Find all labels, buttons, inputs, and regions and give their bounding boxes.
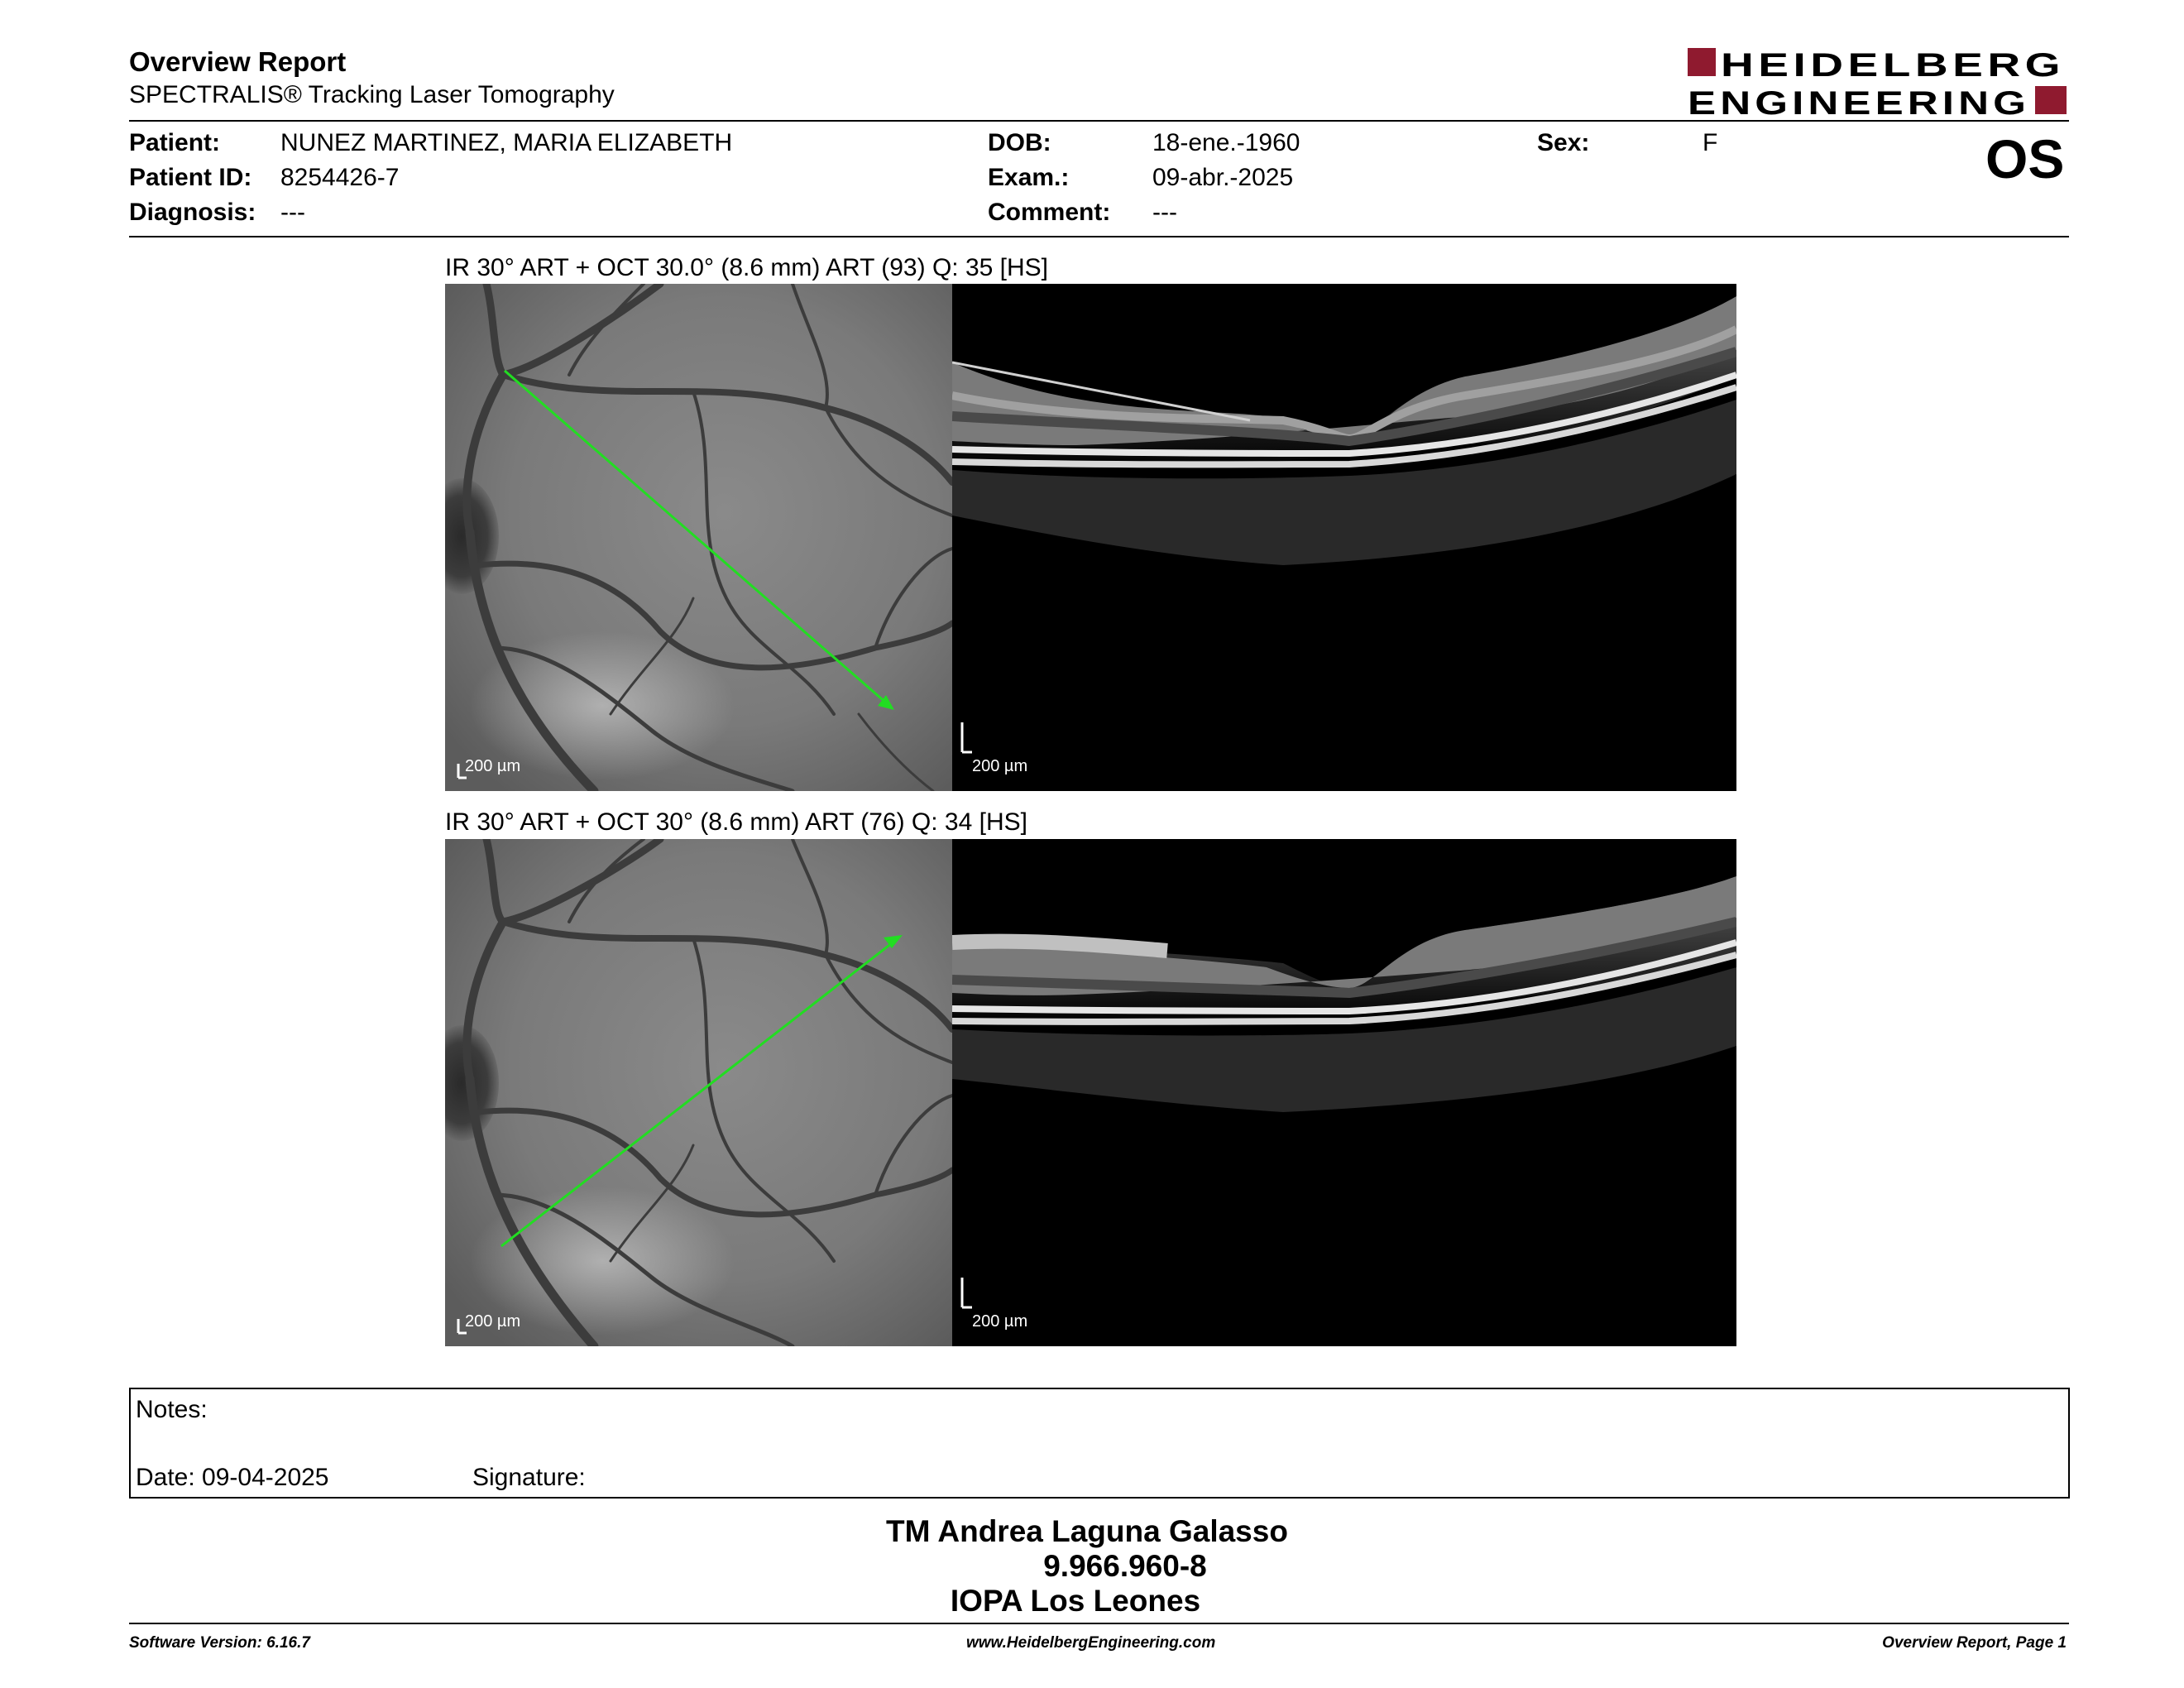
- scan-2-fundus-scale: 200 µm: [465, 1312, 521, 1331]
- scan-1-oct-scale: 200 µm: [972, 757, 1028, 775]
- report-title: Overview Report: [129, 46, 347, 77]
- scan-1-fundus-scale: 200 µm: [465, 757, 521, 775]
- scan-1-oct-image: [952, 284, 1736, 791]
- diagnosis-value: ---: [280, 199, 305, 226]
- exam-label: Exam.:: [988, 164, 1070, 191]
- eye-indicator: OS: [1985, 128, 2065, 189]
- patient-id: 8254426-7: [280, 164, 400, 191]
- sex-label: Sex:: [1537, 129, 1590, 156]
- signatory-institution: IOPA Los Leones: [950, 1584, 1201, 1618]
- scan-1-title: IR 30° ART + OCT 30.0° (8.6 mm) ART (93) Q: 35 [HS]: [445, 254, 1048, 281]
- svg-text:ENGINEERING: ENGINEERING: [1688, 85, 2030, 117]
- page-number: Overview Report, Page 1: [1882, 1634, 2067, 1652]
- signatory-id: 9.966.960-8: [1043, 1549, 1207, 1583]
- patient-name: NUNEZ MARTINEZ, MARIA ELIZABETH: [280, 129, 733, 156]
- exam-value: 09-abr.-2025: [1152, 164, 1294, 191]
- header-divider: [129, 120, 2069, 122]
- patient-id-label: Patient ID:: [129, 164, 252, 191]
- svg-text:HEIDELBERG: HEIDELBERG: [1721, 47, 2065, 84]
- footer-divider: [129, 1623, 2069, 1624]
- website-link[interactable]: www.HeidelbergEngineering.com: [966, 1634, 1216, 1652]
- scan-2-oct-image: [952, 839, 1736, 1346]
- dob-value: 18-ene.-1960: [1152, 129, 1300, 156]
- comment-label: Comment:: [988, 199, 1111, 226]
- scan-1-fundus-image: [445, 284, 952, 791]
- signature-label: Signature:: [472, 1464, 586, 1491]
- sex-value: F: [1703, 129, 1718, 156]
- heidelberg-logo: [1688, 46, 2068, 117]
- signatory-name: TM Andrea Laguna Galasso: [886, 1514, 1288, 1548]
- scan-2-title: IR 30° ART + OCT 30° (8.6 mm) ART (76) Q: 34 [HS]: [445, 808, 1027, 836]
- patient-label: Patient:: [129, 129, 221, 156]
- notes-label: Notes:: [136, 1396, 208, 1423]
- info-divider: [129, 236, 2069, 237]
- diagnosis-label: Diagnosis:: [129, 199, 256, 226]
- notes-box: [129, 1388, 2070, 1499]
- report-subtitle: SPECTRALIS® Tracking Laser Tomography: [129, 81, 615, 108]
- comment-value: ---: [1152, 199, 1177, 226]
- date-label: Date: 09-04-2025: [136, 1464, 329, 1491]
- software-version: Software Version: 6.16.7: [129, 1634, 310, 1652]
- scan-2-oct-scale: 200 µm: [972, 1312, 1028, 1331]
- scan-2-fundus-image: [445, 839, 952, 1346]
- dob-label: DOB:: [988, 129, 1051, 156]
